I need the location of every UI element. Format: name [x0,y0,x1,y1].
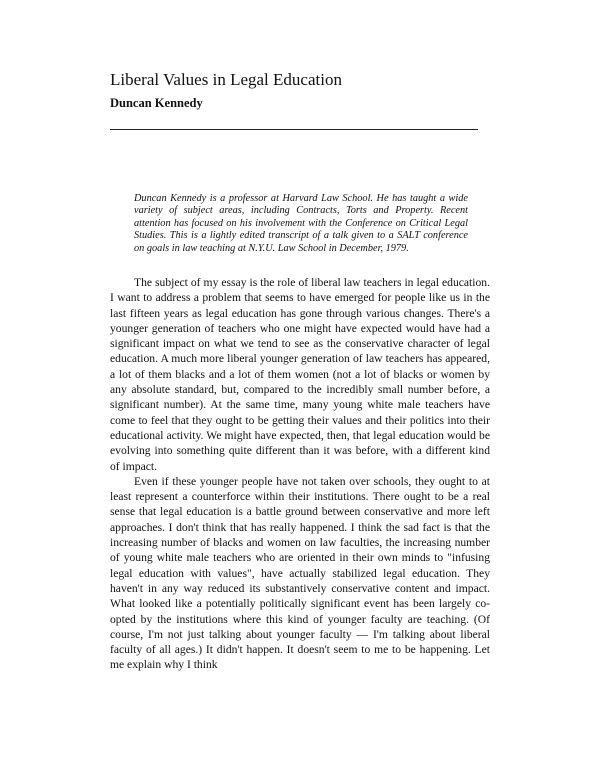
body-paragraph: The subject of my essay is the role of liberal law teachers in legal education. I want to address a problem that seems to have emerged for people like us in the last fifteen years as legal education has gone through various changes. There's a younger generation of teachers who one might have expected would have had a significant impact on what we tend to see as the conservative character of legal education. A much more liberal younger generation of law teachers has appeared, a lot of them blacks and a lot of them women (not a lot of blacks or women by any absolute standard, but, compared to the incredibly small number before, a significant number). At the same time, many young white male teachers have come to feel that they ought to be getting their values and their politics into their educational activity. We might have expected, then, that legal education would be evolving into something quite different than it was before, with a different kind of impact. [110,276,490,473]
author-abstract: Duncan Kennedy is a professor at Harvard Law School. He has taught a wide variety of subject areas, including Contracts, Torts and Property. Recent attention has focused on his involvement with the Conference on Critical Legal Studies. This is a lightly edited transcript of a talk given to a SALT conference on goals in law teaching at N.Y.U. Law School in December, 1979. [134,193,468,254]
title-divider [110,129,478,130]
author-name: Duncan Kennedy [110,96,203,110]
article-body [110,275,490,673]
article-title: Liberal Values in Legal Education [110,70,342,89]
body-paragraph: Even if these younger people have not taken over schools, they ought to at least represent a counterforce within their institutions. There ought to be a real sense that legal education is a battle ground between conservative and more left approaches. I don't think that has really happened. I think the sad fact is that the increasing number of blacks and women on law faculties, the increasing number of young white male teachers who are oriented in their own minds to "infusing legal education with values", have actually stabilized legal education. They haven't in any way reduced its substantively conservative content and impact. What looked like a potentially politically significant event has been largely co-opted by the institutions where this kind of younger faculty are teaching. (Of course, I'm not just talking about younger faculty — I'm talking about liberal faculty of all ages.) It didn't happen. It doesn't seem to me to be happening. Let me explain why I think [110,474,490,672]
